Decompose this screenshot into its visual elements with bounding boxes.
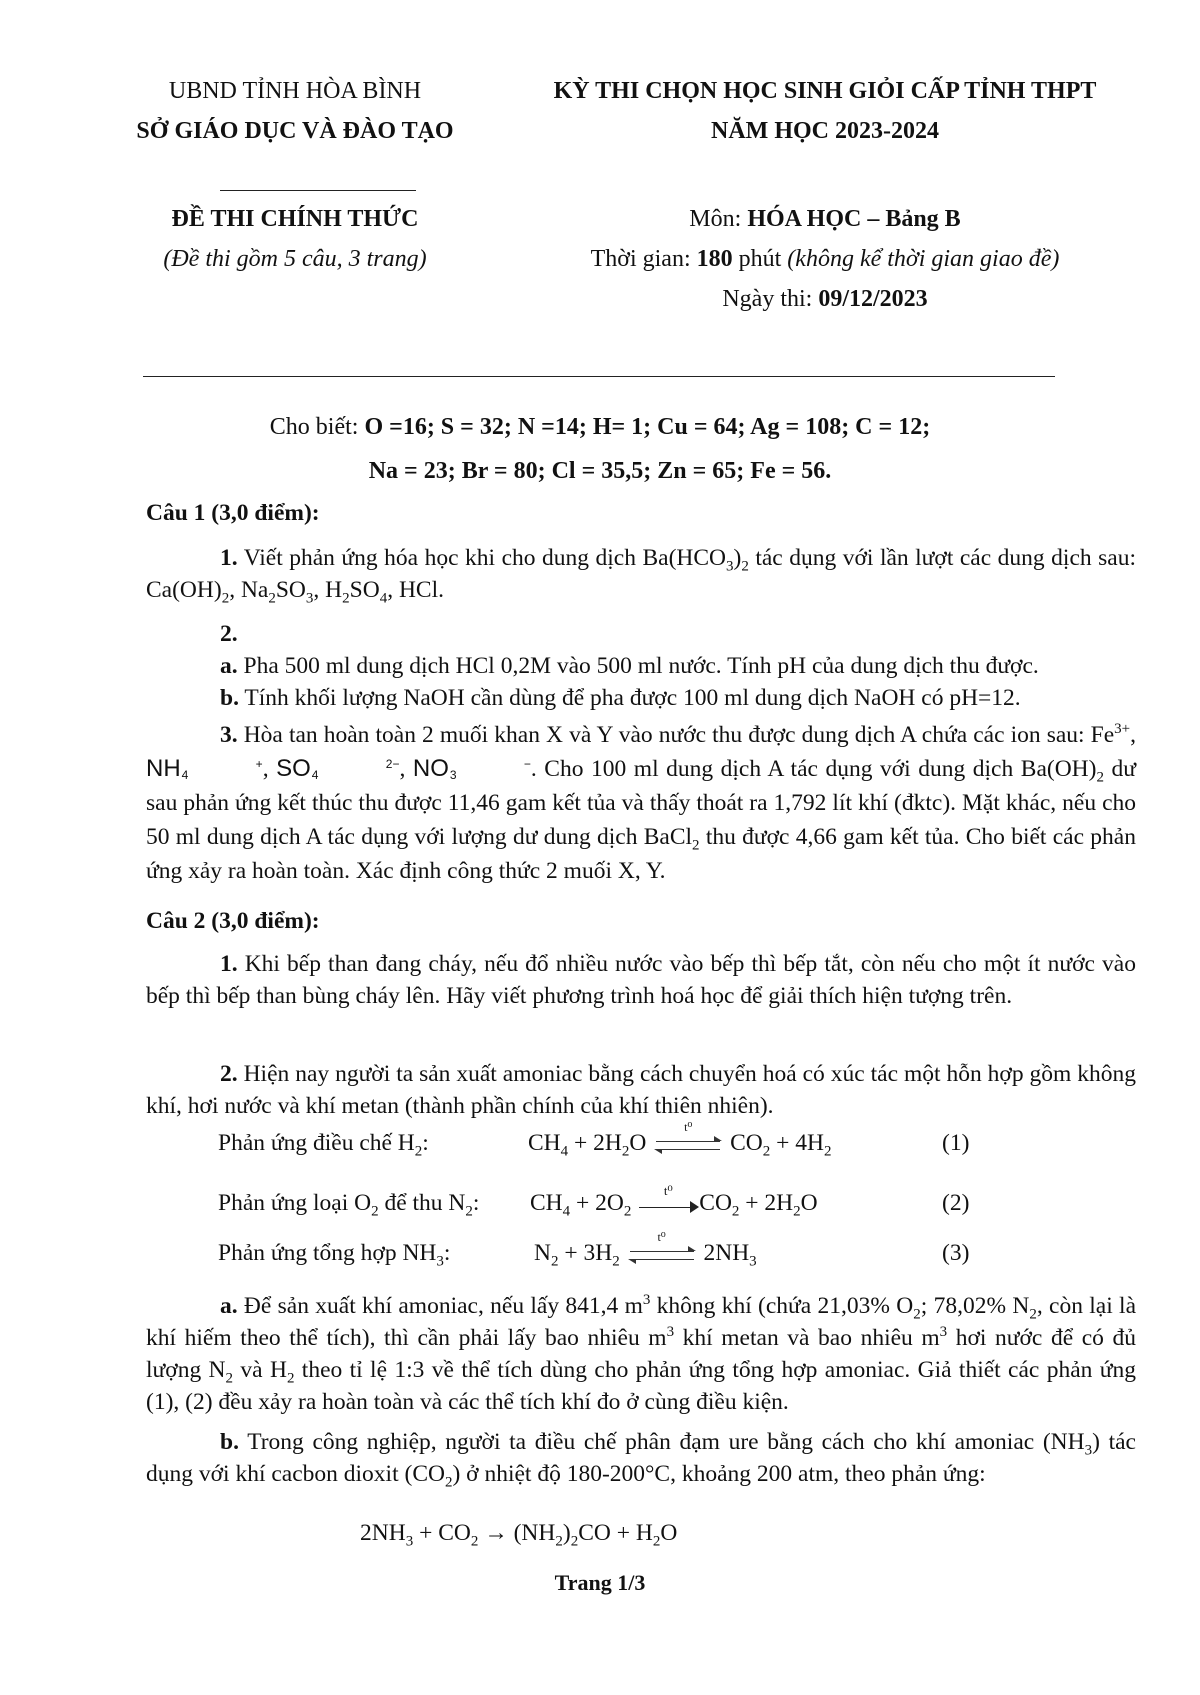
ion-nitrate: NO − 3 bbox=[412, 755, 531, 782]
pages-note: (Đề thi gồm 5 câu, 3 trang) bbox=[163, 246, 427, 272]
time-value: 180 bbox=[696, 246, 733, 272]
reaction-arrow: t⁰ bbox=[637, 1193, 699, 1217]
urea-reaction: $2NH_3 + CO_2 \to (NH_2)_2CO + H_2O$ bbox=[360, 1520, 678, 1550]
header-rule bbox=[143, 376, 1055, 377]
q2-part-2b: b. Trong công nghiệp, người ta điều chế phân đạm ure bằng cách cho khí amoniac $(NH_3)$ tác dụng với khí cacbon dioxit $(CO_2)$ ở nhiệt độ 180-200°C, khoảng 200 atm, theo phản ứng: bbox=[146, 1429, 1136, 1491]
official-label: ĐỀ THI CHÍNH THỨC bbox=[171, 206, 419, 232]
ion-ammonium: NH + 4 bbox=[146, 755, 263, 782]
given-line-1 bbox=[0, 414, 1200, 441]
subject-line bbox=[520, 206, 1130, 233]
date-prefix: Ngày thi: bbox=[722, 286, 819, 312]
time-unit: phút bbox=[732, 246, 788, 272]
exam-title: KỲ THI CHỌN HỌC SINH GIỎI CẤP TỈNH THPT bbox=[553, 78, 1097, 104]
exam-date: 09/12/2023 bbox=[818, 286, 928, 312]
subject-prefix: Môn: bbox=[689, 206, 748, 232]
q1-part-3: 3. Hòa tan hoàn toàn 2 muối khan X và Y vào nước thu được dung dịch A chứa các ion sau: $Fe^{3+}$, NH + 4 , SO 2− 4 , NO − 3 . Cho 100 ml dung dịch A tác dụng với dung dịch $Ba(OH)_2$ dư sau phản ứng kết thúc thu được 11,46 gam kết tủa và thấy thoát ra 1,792 lít khí (đktc). Mặt khác, nếu cho 50 ml dung dịch A tác dụng với lượng dư dung dịch BaCl$_2$ thu được 4,66 gam kết tủa. Cho biết các phản ứng xảy ra hoàn toàn. Xác định công thức 2 muối X, Y. bbox=[146, 721, 1136, 884]
authority-name: UBND TỈNH HÒA BÌNH bbox=[168, 78, 422, 104]
school-year: NĂM HỌC 2023-2024 bbox=[711, 118, 939, 144]
equilibrium-arrow: t⁰ bbox=[626, 1242, 698, 1268]
header-divider bbox=[220, 190, 416, 191]
reaction-3: Phản ứng tổng hợp $NH_3$: $N_2 + 3H_2$ t⁰ $2NH_3$ (3) bbox=[218, 1229, 970, 1270]
department-name: SỞ GIÁO DỤC VÀ ĐÀO TẠO bbox=[136, 118, 454, 144]
q2-part-2a: a. Để sản xuất khí amoniac, nếu lấy 841,4 $m^3$ không khí (chứa 21,03% $O_2$; 78,02% $N_2$, còn lại là khí hiếm theo thể tích), thì cần phải lấy bao nhiêu $m^3$ khí metan và bao nhiêu $m^3$ hơi nước để có đủ lượng $N_2$ và $H_2$ theo tỉ lệ 1:3 về thể tích dùng cho phản ứng tổng hợp amoniac. Giả thiết các phản ứng (1), (2) đều xảy ra hoàn toàn và các thể tích khí đo ở cùng điều kiện. bbox=[146, 1292, 1136, 1415]
q2-part-1: 1. Khi bếp than đang cháy, nếu đổ nhiều nước vào bếp thì bếp tắt, còn nếu cho một ít nước vào bếp thì bếp than bùng cháy lên. Hãy viết phương trình hoá học để giải thích hiện tượng trên. bbox=[146, 951, 1136, 1009]
q1-part-1: 1. Viết phản ứng hóa học khi cho dung dịch $Ba(HCO_3)_2$ tác dụng với lần lượt các dung dịch sau: $Ca(OH)_2$, $Na_2SO_3$, $H_2SO_4$, HCl. bbox=[146, 545, 1136, 607]
given-prefix: Cho biết: bbox=[269, 414, 365, 440]
given-line-2: Na = 23; Br = 80; Cl = 35,5; Zn = 65; Fe = 56. bbox=[368, 458, 832, 484]
subject-name: HÓA HỌC – Bảng B bbox=[747, 206, 961, 232]
page-number: Trang 1/3 bbox=[554, 1570, 646, 1595]
given-masses-1: O =16; S = 32; N =14; H= 1; Cu = 64; Ag = 108; C = 12; bbox=[364, 414, 931, 440]
time-prefix: Thời gian: bbox=[590, 246, 697, 272]
q2-part-2: 2. Hiện nay người ta sản xuất amoniac bằng cách chuyển hoá có xúc tác một hỗn hợp gồm không khí, hơi nước và khí metan (thành phần chính của khí thiên nhiên). bbox=[146, 1061, 1136, 1119]
question-2-heading: Câu 2 (3,0 điểm): bbox=[146, 908, 320, 934]
ion-sulfate: SO 2− 4 bbox=[276, 755, 400, 782]
date-line bbox=[520, 286, 1130, 313]
question-1-heading: Câu 1 (3,0 điểm): bbox=[146, 500, 320, 526]
q1-part-2: 2. a. Pha 500 ml dung dịch HCl 0,2M vào 500 ml nước. Tính pH của dung dịch thu được. b. Tính khối lượng NaOH cần dùng để pha được 100 ml dung dịch NaOH có pH=12. bbox=[220, 621, 1039, 711]
reaction-2: Phản ứng loại $O_2$ để thu $N_2$: $CH_4 + 2O_2$ t⁰ $CO_2 + 2H_2O$ (2) bbox=[218, 1182, 970, 1220]
time-line bbox=[520, 246, 1130, 273]
reaction-1: Phản ứng điều chế $H_2$: $CH_4 + 2H_2O$ t⁰ $CO_2 + 4H_2$ (1) bbox=[218, 1119, 970, 1160]
time-note: (không kể thời gian giao đề) bbox=[787, 246, 1060, 272]
equilibrium-arrow: t⁰ bbox=[652, 1132, 724, 1158]
